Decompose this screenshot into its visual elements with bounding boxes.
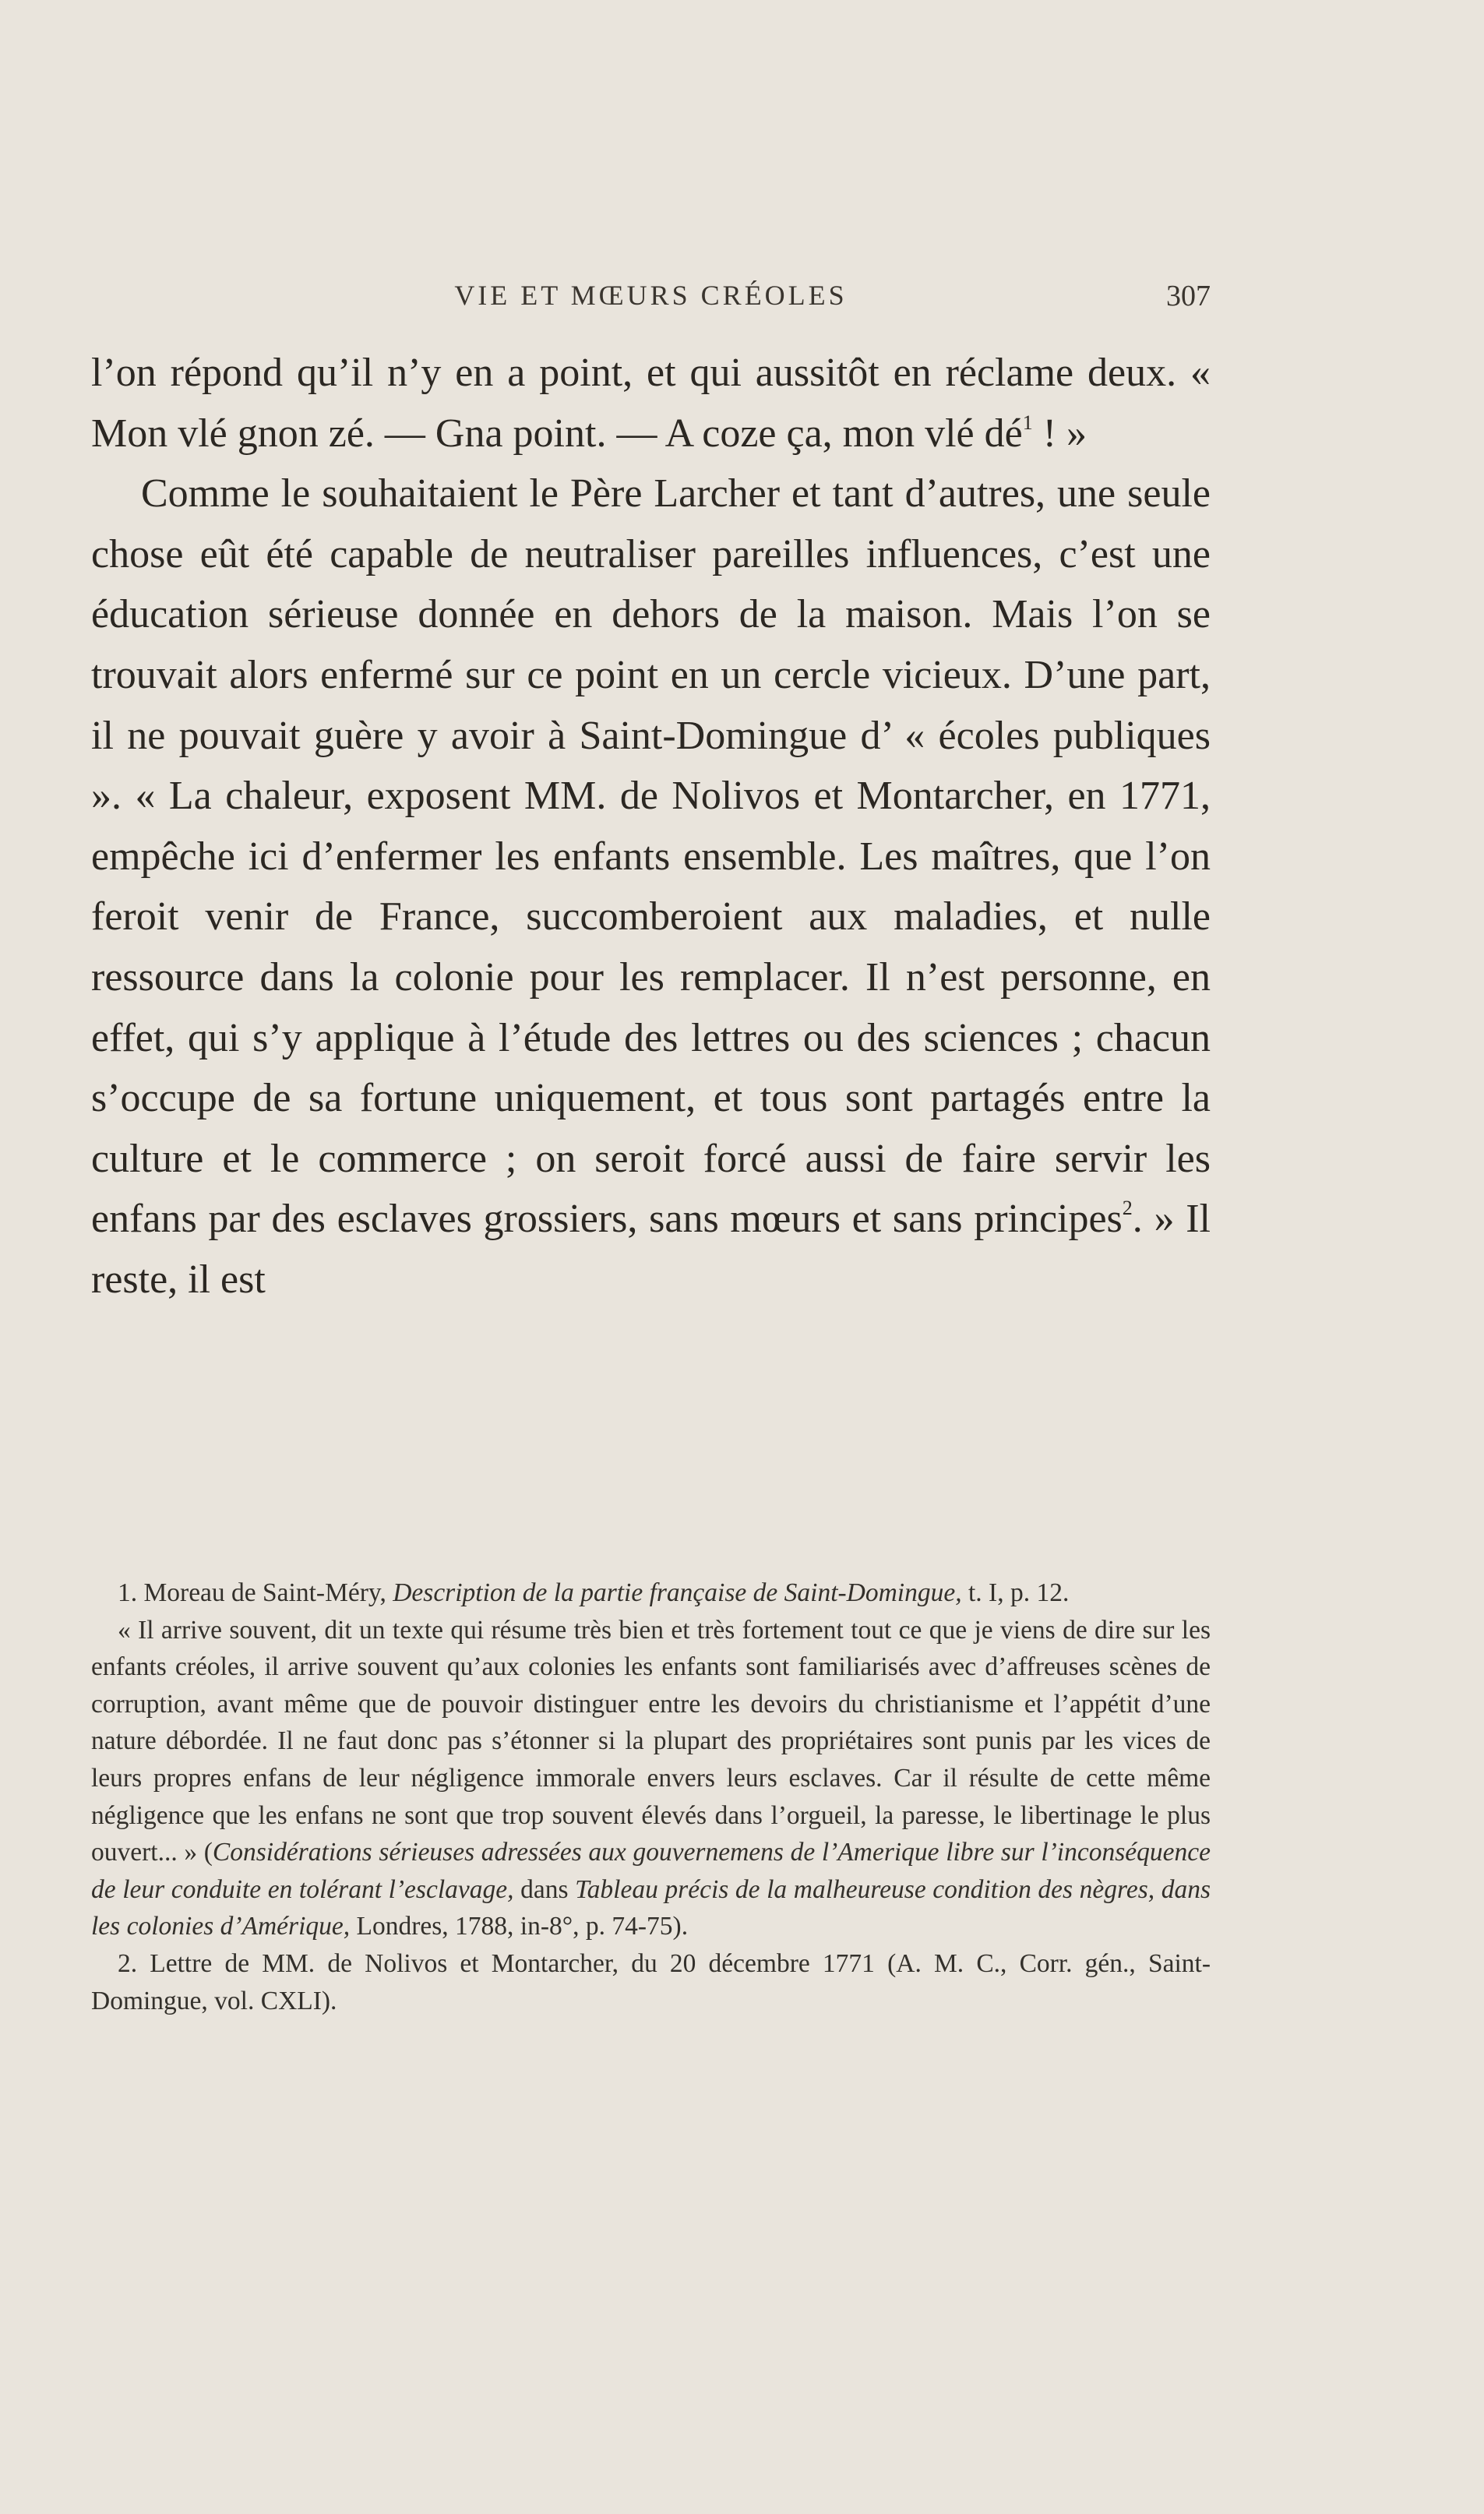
running-title: VIE ET MŒURS CRÉOLES	[454, 280, 848, 311]
running-head	[91, 279, 1211, 318]
paragraph-text-end: ! »	[1032, 411, 1087, 456]
publication-info: Londres, 1788, in-8°, p. 74-75).	[350, 1912, 689, 1941]
page-number: 307	[1166, 280, 1211, 312]
in-word: dans	[513, 1874, 576, 1904]
footnotes	[91, 1574, 1211, 2019]
open-paren: (	[203, 1838, 213, 1867]
paragraph	[91, 464, 1211, 1310]
footnote-text: Lettre de MM. de Nolivos et Montarcher, du 20 décembre 1771 (A. M. C., Corr. gén., Saint-Domingue, vol. CXLI).	[91, 1948, 1211, 2015]
body-text	[91, 343, 1211, 1310]
footnote-reference: t. I, p. 12.	[968, 1578, 1070, 1607]
source-title: Considérations sérieuses adressées aux gouvernemens de l’Amerique libre sur l’inconséquence de leur conduite en tolérant l’esclavage,	[91, 1838, 1211, 1904]
footnote-author: Moreau de Saint-Méry,	[143, 1578, 386, 1607]
source-title-2: Tableau précis de la malheureuse condition des nègres, dans les colonies d’Amérique,	[91, 1874, 1211, 1941]
footnote-title: Description de la partie française de Saint-Domingue,	[393, 1578, 962, 1607]
footnote-ref: 2	[1122, 1197, 1133, 1220]
footnote-number: 1.	[118, 1578, 138, 1607]
footnote-1-quote	[91, 1612, 1211, 1945]
paragraph-text: Comme le souhaitaient le Père Larcher et tant d’autres, une seule chose eût été capable de neutraliser pareilles influences, c’est une éducation sérieuse donnée en dehors de la maison. Mais l’on se trouvait alors enfermé sur ce point en un cercle vicieux. D’une part, il ne pouvait guère y avoir à Saint-Domingue d’ « écoles publiques ». « La chaleur, exposent MM. de Nolivos et Montarcher, en 1771, empêche ici d’enfermer les enfants ensemble. Les maîtres, que l’on feroit venir de France, succomberoient aux maladies, et nulle ressource dans la colonie pour les remplacer. Il n’est personne, en effet, qui s’y applique à l’étude des lettres ou des sciences ; chacun s’occupe de sa fortune uniquement, et tous sont partagés entre la culture et le commerce ; on seroit forcé aussi de faire servir les enfans par des esclaves grossiers, sans mœurs et sans principes	[91, 471, 1211, 1242]
paragraph-text-end: . » Il reste, il est	[91, 1197, 1211, 1302]
quote-text: « Il arrive souvent, dit un texte qui résume très bien et très fortement tout ce que je viens de dire sur les enfants créoles, il arrive souvent qu’aux colonies les enfants sont familiarisés avec d’affreuses scènes de corruption, avant même que de pouvoir distinguer entre les devoirs du christianisme et l’appétit d’une nature débordée. Il ne faut donc pas s’étonner si la plupart des propriétaires sont punis par les vices de leurs propres enfans de leur négligence immorale envers leurs esclaves. Car il résulte de cette même négligence que les enfans ne sont que trop souvent élevés dans l’orgueil, la paresse, le libertinage le plus ouvert... »	[91, 1615, 1211, 1867]
paragraph	[91, 343, 1211, 464]
footnote-ref: 1	[1022, 411, 1033, 434]
paragraph-text: l’on répond qu’il n’y en a point, et qui aussitôt en réclame deux. « Mon vlé gnon zé. — Gna point. — A coze ça, mon vlé dé	[91, 351, 1211, 456]
footnote-number: 2.	[118, 1948, 138, 1978]
footnote-2	[91, 1945, 1211, 2019]
footnote-1	[91, 1574, 1211, 1612]
